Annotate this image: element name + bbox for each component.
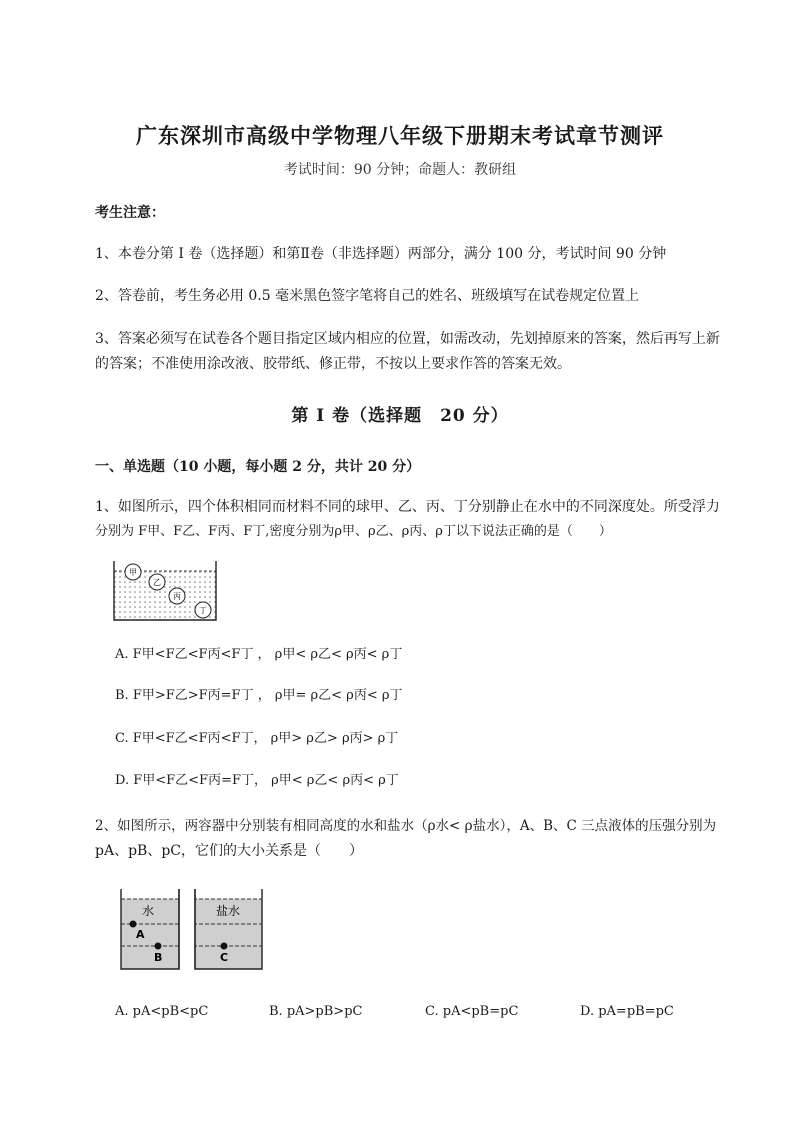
- question-1-stem: 1、如图所示，四个体积相同而材料不同的球甲、乙、丙、丁分别静止在水中的不同深度处。所受浮力: [95, 499, 720, 515]
- q2-options: [115, 1004, 715, 1026]
- point-b: [155, 943, 162, 950]
- q1-option-c[interactable]: C. F甲<F乙<F丙<F丁， ρ甲> ρ乙> ρ丙> ρ丁: [115, 731, 399, 746]
- notice-item-1: 1、本卷分第 I 卷（选择题）和第Ⅱ卷（非选择题）两部分，满分 100 分，考试时间 90 分钟: [95, 246, 667, 262]
- q2-option-a[interactable]: A. pA<pB<pC: [115, 1004, 209, 1019]
- notice-item-3: 3、答案必须写在试卷各个题目指定区域内相应的位置，如需改动，先划掉原来的答案，然后再写上新: [95, 331, 720, 347]
- exam-info: 考试时间：90 分钟；命题人：教研组: [283, 162, 517, 178]
- question-2-stem-cont: pA、pB、pC，它们的大小关系是（ ）: [95, 843, 363, 859]
- q1-option-a[interactable]: A. F甲<F乙<F丙<F丁 ， ρ甲< ρ乙< ρ丙< ρ丁: [115, 647, 403, 662]
- brine-label: 盐水: [215, 904, 241, 918]
- q2-option-b[interactable]: B. pA>pB>pC: [269, 1004, 363, 1019]
- notice-item-3-cont: 的答案；不准使用涂改液、胶带纸、修正带，不按以上要求作答的答案无效。: [95, 356, 571, 372]
- ball-jia: [125, 564, 141, 580]
- point-c-label: C: [220, 951, 229, 964]
- water-label: 水: [141, 904, 155, 918]
- ball-yi: [149, 574, 165, 590]
- svg-text:乙: 乙: [153, 578, 161, 587]
- point-b-label: B: [154, 951, 163, 964]
- section-title: 第 I 卷（选择题 20 分）: [291, 406, 509, 426]
- svg-text:丙: 丙: [173, 592, 181, 601]
- q2-option-d[interactable]: D. pA=pB=pC: [580, 1004, 674, 1019]
- svg-text:丁: 丁: [199, 606, 207, 615]
- q2-figure: [118, 888, 266, 972]
- q1-option-d[interactable]: D. F甲<F乙<F丙=F丁， ρ甲< ρ乙< ρ丙< ρ丁: [115, 773, 399, 788]
- question-2-stem: 2、如图所示，两容器中分别装有相同高度的水和盐水（ρ水< ρ盐水），A、B、C 三点液体的压强分别为: [95, 818, 717, 834]
- question-1-stem-cont: 分别为 F甲、F乙、F丙、F丁,密度分别为ρ甲、ρ乙、ρ丙、ρ丁以下说法正确的是（ ）: [95, 524, 612, 539]
- ball-bing: [169, 588, 185, 604]
- ball-ding: [195, 602, 211, 618]
- notice-heading: 考生注意：: [95, 205, 165, 221]
- notice-item-2: 2、答卷前，考生务必用 0.5 毫米黑色签字笔将自己的姓名、班级填写在试卷规定位置上: [95, 288, 640, 304]
- part-title: 一、单选题（10 小题，每小题 2 分，共计 20 分）: [95, 459, 421, 475]
- q1-option-b[interactable]: B. F甲>F乙>F丙=F丁 ， ρ甲= ρ乙< ρ丙< ρ丁: [115, 688, 403, 703]
- q2-option-c[interactable]: C. pA<pB=pC: [425, 1004, 519, 1019]
- point-a-label: A: [136, 928, 145, 941]
- point-c: [221, 943, 228, 950]
- point-a: [130, 921, 137, 928]
- page-title: 广东深圳市高级中学物理八年级下册期末考试章节测评: [136, 123, 664, 148]
- svg-text:甲: 甲: [129, 568, 137, 577]
- q1-figure: [113, 560, 219, 622]
